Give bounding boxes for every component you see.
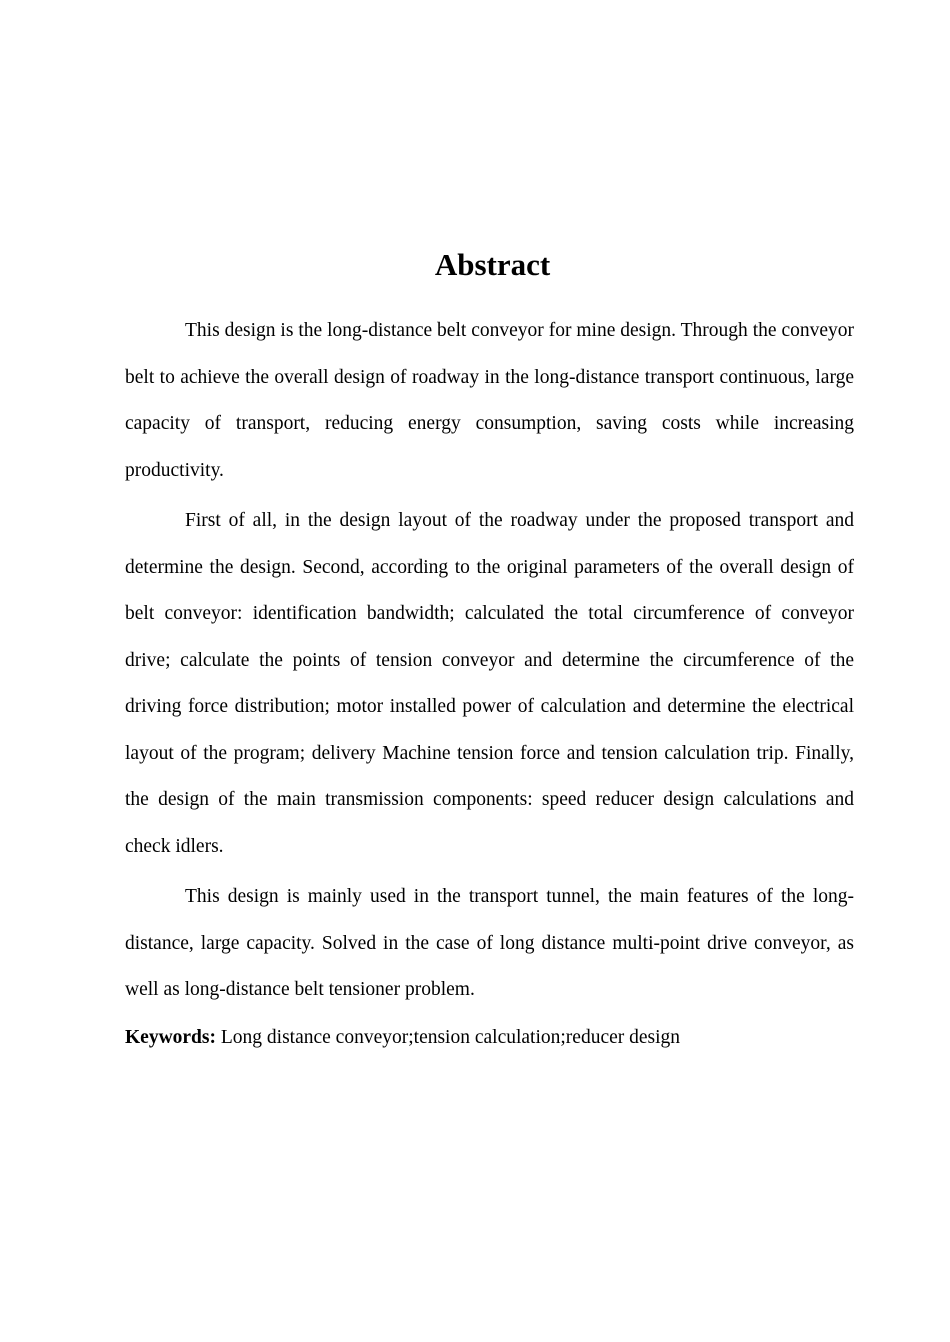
keywords-line: [125, 1018, 854, 1058]
keywords-text: Long distance conveyor;tension calculation;reducer design: [220, 1026, 681, 1048]
abstract-paragraph-2: First of all, in the design layout of the roadway under the proposed transport and determine the design. Second, according to the original parameters of the overall design of belt conveyor: identification bandwidth; calculated the total circumference of conveyor drive; calculate the points of tension conveyor and determine the circumference of the driving force distribution; motor installed power of calculation and determine the electrical layout of the program; delivery Machine tension force and tension calculation trip. Finally, the design of the main transmission components: speed reducer design calculations and check idlers.: [125, 510, 854, 857]
abstract-body: [125, 308, 854, 1058]
abstract-paragraph-1: This design is the long-distance belt conveyor for mine design. Through the conveyor belt to achieve the overall design of roadway in the long-distance transport continuous, large capacity of transport, reducing energy consumption, saving costs while increasing productivity.: [125, 320, 854, 481]
keywords-label: Keywords:: [125, 1026, 216, 1048]
page-title: Abstract: [434, 247, 551, 282]
abstract-paragraph-3: This design is mainly used in the transport tunnel, the main features of the long-distance, large capacity. Solved in the case of long distance multi-point drive conveyor, as well as long-distance belt tensioner problem.: [125, 886, 854, 1000]
